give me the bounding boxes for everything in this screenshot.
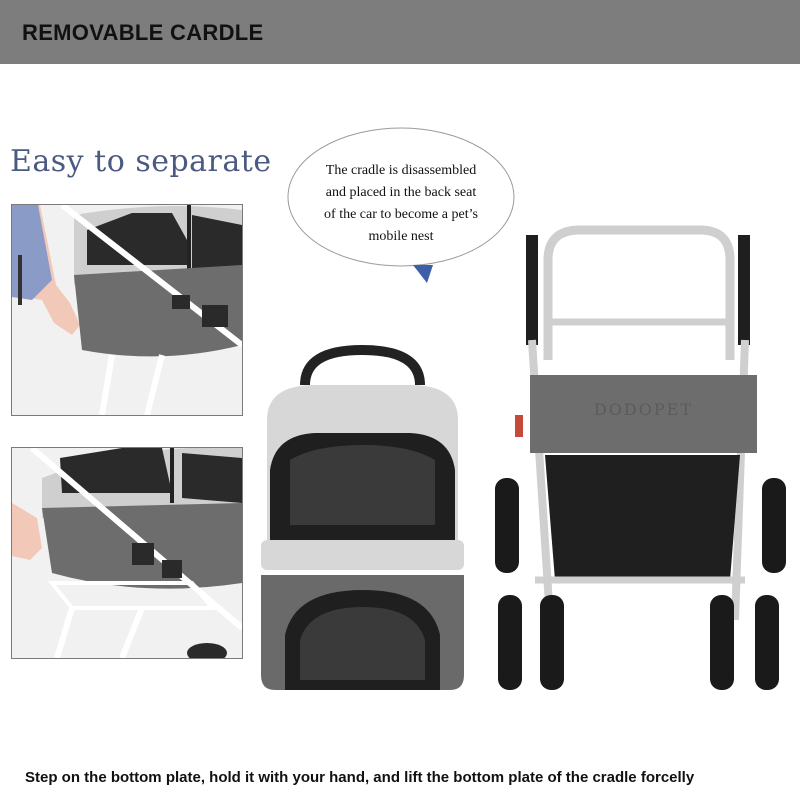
headline: Easy to separate [10, 144, 272, 179]
stroller-illustration [490, 220, 795, 695]
banner-title: REMOVABLE CARDLE [22, 20, 264, 45]
carrier-illustration [255, 345, 470, 695]
brand-label: DODOPET [593, 400, 693, 419]
bubble-text [292, 160, 510, 248]
caption: Step on the bottom plate, hold it with your hand, and lift the bottom plate of the cradle forcelly [25, 769, 695, 786]
photo-cradle-top [11, 204, 243, 416]
bubble-line: mobile nest [368, 229, 434, 244]
bubble-line: of the car to become a pet’s [324, 207, 478, 222]
bubble-line: and placed in the back seat [325, 185, 477, 200]
photo-cradle-bottom [11, 447, 243, 659]
bubble-line: The cradle is disassembled [325, 163, 477, 178]
top-banner [0, 0, 800, 64]
